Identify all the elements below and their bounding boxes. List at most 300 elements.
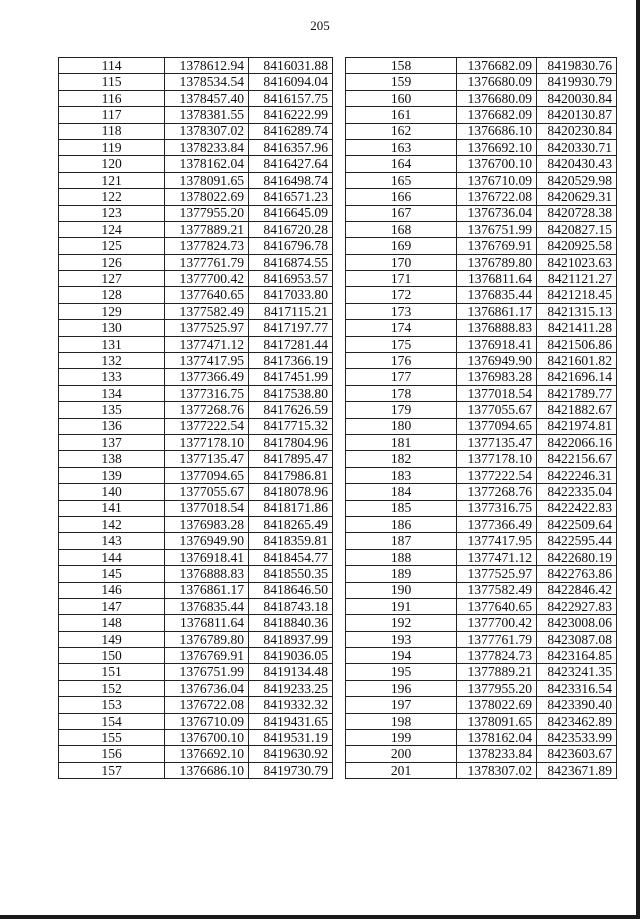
table-row xyxy=(346,189,617,205)
point-number-cell: 175 xyxy=(346,336,457,352)
table-row xyxy=(346,107,617,123)
table-row xyxy=(59,664,333,680)
y-coordinate-cell: 8418454.77 xyxy=(249,549,333,565)
point-number-cell: 170 xyxy=(346,254,457,270)
point-number-cell: 135 xyxy=(59,402,165,418)
table-row xyxy=(59,221,333,237)
table-row xyxy=(346,369,617,385)
x-coordinate-cell: 1377316.75 xyxy=(457,500,537,516)
x-coordinate-cell: 1377761.79 xyxy=(165,254,249,270)
y-coordinate-cell: 8423164.85 xyxy=(537,648,617,664)
table-row xyxy=(59,271,333,287)
point-number-cell: 169 xyxy=(346,238,457,254)
table-row xyxy=(346,582,617,598)
table-row xyxy=(346,598,617,614)
x-coordinate-cell: 1377366.49 xyxy=(165,369,249,385)
table-row xyxy=(59,123,333,139)
point-number-cell: 168 xyxy=(346,221,457,237)
x-coordinate-cell: 1376983.28 xyxy=(165,516,249,532)
point-number-cell: 172 xyxy=(346,287,457,303)
x-coordinate-cell: 1377525.97 xyxy=(457,566,537,582)
y-coordinate-cell: 8416157.75 xyxy=(249,90,333,106)
point-number-cell: 146 xyxy=(59,582,165,598)
point-number-cell: 188 xyxy=(346,549,457,565)
table-row xyxy=(59,484,333,500)
table-row xyxy=(346,139,617,155)
table-row xyxy=(59,598,333,614)
y-coordinate-cell: 8422763.86 xyxy=(537,566,617,582)
table-row xyxy=(59,680,333,696)
point-number-cell: 143 xyxy=(59,533,165,549)
table-row xyxy=(346,484,617,500)
table-row xyxy=(59,254,333,270)
table-row xyxy=(59,533,333,549)
x-coordinate-cell: 1377640.65 xyxy=(457,598,537,614)
point-number-cell: 122 xyxy=(59,189,165,205)
point-number-cell: 117 xyxy=(59,107,165,123)
x-coordinate-cell: 1376751.99 xyxy=(165,664,249,680)
x-coordinate-cell: 1377700.42 xyxy=(165,271,249,287)
point-number-cell: 141 xyxy=(59,500,165,516)
point-number-cell: 189 xyxy=(346,566,457,582)
y-coordinate-cell: 8416094.04 xyxy=(249,74,333,90)
point-number-cell: 116 xyxy=(59,90,165,106)
x-coordinate-cell: 1377582.49 xyxy=(457,582,537,598)
y-coordinate-cell: 8416031.88 xyxy=(249,58,333,74)
y-coordinate-cell: 8423241.35 xyxy=(537,664,617,680)
y-coordinate-cell: 8422156.67 xyxy=(537,451,617,467)
table-row xyxy=(59,697,333,713)
table-row xyxy=(59,156,333,172)
x-coordinate-cell: 1377582.49 xyxy=(165,303,249,319)
y-coordinate-cell: 8418840.36 xyxy=(249,615,333,631)
y-coordinate-cell: 8419431.65 xyxy=(249,713,333,729)
y-coordinate-cell: 8416796.78 xyxy=(249,238,333,254)
point-number-cell: 186 xyxy=(346,516,457,532)
x-coordinate-cell: 1376949.90 xyxy=(165,533,249,549)
point-number-cell: 134 xyxy=(59,385,165,401)
x-coordinate-cell: 1377824.73 xyxy=(165,238,249,254)
y-coordinate-cell: 8417538.80 xyxy=(249,385,333,401)
point-number-cell: 194 xyxy=(346,648,457,664)
table-row xyxy=(346,353,617,369)
x-coordinate-cell: 1376789.80 xyxy=(457,254,537,270)
table-row xyxy=(346,516,617,532)
y-coordinate-cell: 8421882.67 xyxy=(537,402,617,418)
y-coordinate-cell: 8423671.89 xyxy=(537,762,617,778)
x-coordinate-cell: 1378534.54 xyxy=(165,74,249,90)
y-coordinate-cell: 8422246.31 xyxy=(537,467,617,483)
point-number-cell: 196 xyxy=(346,680,457,696)
x-coordinate-cell: 1376888.83 xyxy=(165,566,249,582)
x-coordinate-cell: 1378307.02 xyxy=(457,762,537,778)
point-number-cell: 162 xyxy=(346,123,457,139)
table-row xyxy=(346,402,617,418)
point-number-cell: 132 xyxy=(59,353,165,369)
x-coordinate-cell: 1376680.09 xyxy=(457,90,537,106)
table-row xyxy=(346,664,617,680)
table-row xyxy=(59,451,333,467)
point-number-cell: 139 xyxy=(59,467,165,483)
y-coordinate-cell: 8421023.63 xyxy=(537,254,617,270)
y-coordinate-cell: 8422680.19 xyxy=(537,549,617,565)
y-coordinate-cell: 8423316.54 xyxy=(537,680,617,696)
point-number-cell: 160 xyxy=(346,90,457,106)
y-coordinate-cell: 8420030.84 xyxy=(537,90,617,106)
y-coordinate-cell: 8423390.40 xyxy=(537,697,617,713)
y-coordinate-cell: 8416289.74 xyxy=(249,123,333,139)
coordinates-table-right xyxy=(345,57,617,779)
x-coordinate-cell: 1377471.12 xyxy=(165,336,249,352)
table-row xyxy=(59,336,333,352)
x-coordinate-cell: 1378022.69 xyxy=(165,189,249,205)
x-coordinate-cell: 1376686.10 xyxy=(165,762,249,778)
y-coordinate-cell: 8416357.96 xyxy=(249,139,333,155)
x-coordinate-cell: 1376710.09 xyxy=(165,713,249,729)
point-number-cell: 173 xyxy=(346,303,457,319)
y-coordinate-cell: 8417986.81 xyxy=(249,467,333,483)
table-row xyxy=(59,500,333,516)
table-row xyxy=(59,205,333,221)
point-number-cell: 187 xyxy=(346,533,457,549)
point-number-cell: 185 xyxy=(346,500,457,516)
table-row xyxy=(59,549,333,565)
point-number-cell: 149 xyxy=(59,631,165,647)
point-number-cell: 197 xyxy=(346,697,457,713)
point-number-cell: 164 xyxy=(346,156,457,172)
x-coordinate-cell: 1376710.09 xyxy=(457,172,537,188)
table-row xyxy=(59,90,333,106)
table-row xyxy=(346,467,617,483)
point-number-cell: 153 xyxy=(59,697,165,713)
point-number-cell: 136 xyxy=(59,418,165,434)
table-row xyxy=(346,123,617,139)
scan-edge-right xyxy=(636,0,640,919)
x-coordinate-cell: 1377889.21 xyxy=(165,221,249,237)
x-coordinate-cell: 1376949.90 xyxy=(457,353,537,369)
x-coordinate-cell: 1377268.76 xyxy=(165,402,249,418)
table-row xyxy=(59,631,333,647)
point-number-cell: 165 xyxy=(346,172,457,188)
point-number-cell: 180 xyxy=(346,418,457,434)
point-number-cell: 201 xyxy=(346,762,457,778)
y-coordinate-cell: 8419730.79 xyxy=(249,762,333,778)
point-number-cell: 158 xyxy=(346,58,457,74)
x-coordinate-cell: 1376692.10 xyxy=(165,746,249,762)
x-coordinate-cell: 1377471.12 xyxy=(457,549,537,565)
y-coordinate-cell: 8416720.28 xyxy=(249,221,333,237)
x-coordinate-cell: 1377018.54 xyxy=(165,500,249,516)
coordinates-table-left xyxy=(58,57,333,779)
point-number-cell: 198 xyxy=(346,713,457,729)
x-coordinate-cell: 1378022.69 xyxy=(457,697,537,713)
table-row xyxy=(59,615,333,631)
x-coordinate-cell: 1376680.09 xyxy=(457,74,537,90)
point-number-cell: 123 xyxy=(59,205,165,221)
x-coordinate-cell: 1377417.95 xyxy=(165,353,249,369)
y-coordinate-cell: 8423603.67 xyxy=(537,746,617,762)
y-coordinate-cell: 8421411.28 xyxy=(537,320,617,336)
y-coordinate-cell: 8420130.87 xyxy=(537,107,617,123)
point-number-cell: 156 xyxy=(59,746,165,762)
x-coordinate-cell: 1377761.79 xyxy=(457,631,537,647)
x-coordinate-cell: 1377178.10 xyxy=(165,434,249,450)
table-row xyxy=(346,533,617,549)
y-coordinate-cell: 8418550.35 xyxy=(249,566,333,582)
y-coordinate-cell: 8417366.19 xyxy=(249,353,333,369)
point-number-cell: 119 xyxy=(59,139,165,155)
y-coordinate-cell: 8417451.99 xyxy=(249,369,333,385)
y-coordinate-cell: 8421789.77 xyxy=(537,385,617,401)
table-row xyxy=(346,418,617,434)
point-number-cell: 192 xyxy=(346,615,457,631)
scan-edge-bottom xyxy=(0,915,640,919)
y-coordinate-cell: 8423008.06 xyxy=(537,615,617,631)
y-coordinate-cell: 8420925.58 xyxy=(537,238,617,254)
table-row xyxy=(346,648,617,664)
y-coordinate-cell: 8420728.38 xyxy=(537,205,617,221)
x-coordinate-cell: 1378233.84 xyxy=(457,746,537,762)
point-number-cell: 161 xyxy=(346,107,457,123)
table-row xyxy=(59,746,333,762)
table-row xyxy=(346,74,617,90)
x-coordinate-cell: 1377700.42 xyxy=(457,615,537,631)
y-coordinate-cell: 8418171.86 xyxy=(249,500,333,516)
x-coordinate-cell: 1376861.17 xyxy=(457,303,537,319)
y-coordinate-cell: 8421506.86 xyxy=(537,336,617,352)
x-coordinate-cell: 1378162.04 xyxy=(457,730,537,746)
y-coordinate-cell: 8421696.14 xyxy=(537,369,617,385)
x-coordinate-cell: 1376700.10 xyxy=(457,156,537,172)
y-coordinate-cell: 8421315.13 xyxy=(537,303,617,319)
table-row xyxy=(59,582,333,598)
point-number-cell: 157 xyxy=(59,762,165,778)
table-row xyxy=(346,631,617,647)
y-coordinate-cell: 8418078.96 xyxy=(249,484,333,500)
point-number-cell: 154 xyxy=(59,713,165,729)
x-coordinate-cell: 1377889.21 xyxy=(457,664,537,680)
x-coordinate-cell: 1377955.20 xyxy=(457,680,537,696)
point-number-cell: 166 xyxy=(346,189,457,205)
y-coordinate-cell: 8417895.47 xyxy=(249,451,333,467)
point-number-cell: 131 xyxy=(59,336,165,352)
x-coordinate-cell: 1378381.55 xyxy=(165,107,249,123)
y-coordinate-cell: 8422422.83 xyxy=(537,500,617,516)
y-coordinate-cell: 8421121.27 xyxy=(537,271,617,287)
table-row xyxy=(346,58,617,74)
y-coordinate-cell: 8420230.84 xyxy=(537,123,617,139)
point-number-cell: 125 xyxy=(59,238,165,254)
table-row xyxy=(59,516,333,532)
x-coordinate-cell: 1378307.02 xyxy=(165,123,249,139)
table-row xyxy=(59,353,333,369)
table-row xyxy=(346,221,617,237)
point-number-cell: 183 xyxy=(346,467,457,483)
point-number-cell: 148 xyxy=(59,615,165,631)
x-coordinate-cell: 1377055.67 xyxy=(165,484,249,500)
y-coordinate-cell: 8422595.44 xyxy=(537,533,617,549)
table-row xyxy=(346,90,617,106)
y-coordinate-cell: 8419630.92 xyxy=(249,746,333,762)
x-coordinate-cell: 1376835.44 xyxy=(165,598,249,614)
y-coordinate-cell: 8416874.55 xyxy=(249,254,333,270)
x-coordinate-cell: 1377268.76 xyxy=(457,484,537,500)
x-coordinate-cell: 1378457.40 xyxy=(165,90,249,106)
point-number-cell: 171 xyxy=(346,271,457,287)
table-row xyxy=(346,697,617,713)
table-row xyxy=(346,205,617,221)
point-number-cell: 127 xyxy=(59,271,165,287)
y-coordinate-cell: 8422846.42 xyxy=(537,582,617,598)
x-coordinate-cell: 1377222.54 xyxy=(457,467,537,483)
table-row xyxy=(59,762,333,778)
table-row xyxy=(59,402,333,418)
y-coordinate-cell: 8419134.48 xyxy=(249,664,333,680)
y-coordinate-cell: 8417197.77 xyxy=(249,320,333,336)
y-coordinate-cell: 8421601.82 xyxy=(537,353,617,369)
x-coordinate-cell: 1376692.10 xyxy=(457,139,537,155)
table-row xyxy=(346,680,617,696)
point-number-cell: 124 xyxy=(59,221,165,237)
point-number-cell: 163 xyxy=(346,139,457,155)
y-coordinate-cell: 8416427.64 xyxy=(249,156,333,172)
x-coordinate-cell: 1376700.10 xyxy=(165,730,249,746)
point-number-cell: 128 xyxy=(59,287,165,303)
point-number-cell: 195 xyxy=(346,664,457,680)
table-row xyxy=(346,238,617,254)
x-coordinate-cell: 1376835.44 xyxy=(457,287,537,303)
y-coordinate-cell: 8420529.98 xyxy=(537,172,617,188)
y-coordinate-cell: 8418265.49 xyxy=(249,516,333,532)
x-coordinate-cell: 1376682.09 xyxy=(457,107,537,123)
table-row xyxy=(59,107,333,123)
y-coordinate-cell: 8416953.57 xyxy=(249,271,333,287)
x-coordinate-cell: 1377366.49 xyxy=(457,516,537,532)
x-coordinate-cell: 1376751.99 xyxy=(457,221,537,237)
x-coordinate-cell: 1376811.64 xyxy=(457,271,537,287)
point-number-cell: 121 xyxy=(59,172,165,188)
y-coordinate-cell: 8421974.81 xyxy=(537,418,617,434)
x-coordinate-cell: 1378233.84 xyxy=(165,139,249,155)
point-number-cell: 115 xyxy=(59,74,165,90)
table-row xyxy=(59,287,333,303)
point-number-cell: 176 xyxy=(346,353,457,369)
x-coordinate-cell: 1377094.65 xyxy=(165,467,249,483)
table-row xyxy=(59,58,333,74)
table-row xyxy=(346,746,617,762)
x-coordinate-cell: 1377094.65 xyxy=(457,418,537,434)
y-coordinate-cell: 8416645.09 xyxy=(249,205,333,221)
x-coordinate-cell: 1376983.28 xyxy=(457,369,537,385)
point-number-cell: 167 xyxy=(346,205,457,221)
point-number-cell: 152 xyxy=(59,680,165,696)
point-number-cell: 193 xyxy=(346,631,457,647)
table-row xyxy=(59,303,333,319)
x-coordinate-cell: 1376789.80 xyxy=(165,631,249,647)
x-coordinate-cell: 1376888.83 xyxy=(457,320,537,336)
y-coordinate-cell: 8419531.19 xyxy=(249,730,333,746)
y-coordinate-cell: 8420330.71 xyxy=(537,139,617,155)
table-row xyxy=(346,730,617,746)
point-number-cell: 200 xyxy=(346,746,457,762)
y-coordinate-cell: 8416571.23 xyxy=(249,189,333,205)
point-number-cell: 174 xyxy=(346,320,457,336)
table-row xyxy=(346,549,617,565)
y-coordinate-cell: 8423462.89 xyxy=(537,713,617,729)
table-row xyxy=(59,238,333,254)
table-row xyxy=(59,320,333,336)
table-row xyxy=(59,434,333,450)
point-number-cell: 190 xyxy=(346,582,457,598)
x-coordinate-cell: 1378091.65 xyxy=(165,172,249,188)
table-row xyxy=(59,418,333,434)
x-coordinate-cell: 1376686.10 xyxy=(457,123,537,139)
table-row xyxy=(346,320,617,336)
point-number-cell: 199 xyxy=(346,730,457,746)
x-coordinate-cell: 1378091.65 xyxy=(457,713,537,729)
point-number-cell: 147 xyxy=(59,598,165,614)
point-number-cell: 177 xyxy=(346,369,457,385)
y-coordinate-cell: 8419233.25 xyxy=(249,680,333,696)
point-number-cell: 140 xyxy=(59,484,165,500)
x-coordinate-cell: 1378612.94 xyxy=(165,58,249,74)
y-coordinate-cell: 8416222.99 xyxy=(249,107,333,123)
point-number-cell: 120 xyxy=(59,156,165,172)
page-number: 205 xyxy=(310,18,330,33)
point-number-cell: 130 xyxy=(59,320,165,336)
table-row xyxy=(346,385,617,401)
x-coordinate-cell: 1378162.04 xyxy=(165,156,249,172)
table-row xyxy=(59,139,333,155)
table-row xyxy=(346,566,617,582)
x-coordinate-cell: 1377222.54 xyxy=(165,418,249,434)
x-coordinate-cell: 1377316.75 xyxy=(165,385,249,401)
x-coordinate-cell: 1376682.09 xyxy=(457,58,537,74)
y-coordinate-cell: 8420827.15 xyxy=(537,221,617,237)
x-coordinate-cell: 1376722.08 xyxy=(165,697,249,713)
y-coordinate-cell: 8419332.32 xyxy=(249,697,333,713)
x-coordinate-cell: 1376769.91 xyxy=(165,648,249,664)
point-number-cell: 142 xyxy=(59,516,165,532)
table-row xyxy=(59,385,333,401)
x-coordinate-cell: 1376736.04 xyxy=(165,680,249,696)
y-coordinate-cell: 8418743.18 xyxy=(249,598,333,614)
y-coordinate-cell: 8417033.80 xyxy=(249,287,333,303)
y-coordinate-cell: 8417715.32 xyxy=(249,418,333,434)
table-row xyxy=(59,566,333,582)
point-number-cell: 151 xyxy=(59,664,165,680)
x-coordinate-cell: 1377178.10 xyxy=(457,451,537,467)
x-coordinate-cell: 1377640.65 xyxy=(165,287,249,303)
x-coordinate-cell: 1377417.95 xyxy=(457,533,537,549)
table-row xyxy=(59,467,333,483)
y-coordinate-cell: 8419036.05 xyxy=(249,648,333,664)
x-coordinate-cell: 1376918.41 xyxy=(165,549,249,565)
y-coordinate-cell: 8418359.81 xyxy=(249,533,333,549)
x-coordinate-cell: 1376861.17 xyxy=(165,582,249,598)
table-row xyxy=(346,172,617,188)
point-number-cell: 133 xyxy=(59,369,165,385)
table-row xyxy=(346,303,617,319)
y-coordinate-cell: 8423533.99 xyxy=(537,730,617,746)
point-number-cell: 159 xyxy=(346,74,457,90)
y-coordinate-cell: 8417626.59 xyxy=(249,402,333,418)
table-row xyxy=(59,172,333,188)
table-row xyxy=(346,615,617,631)
y-coordinate-cell: 8422066.16 xyxy=(537,434,617,450)
table-row xyxy=(346,336,617,352)
y-coordinate-cell: 8417115.21 xyxy=(249,303,333,319)
